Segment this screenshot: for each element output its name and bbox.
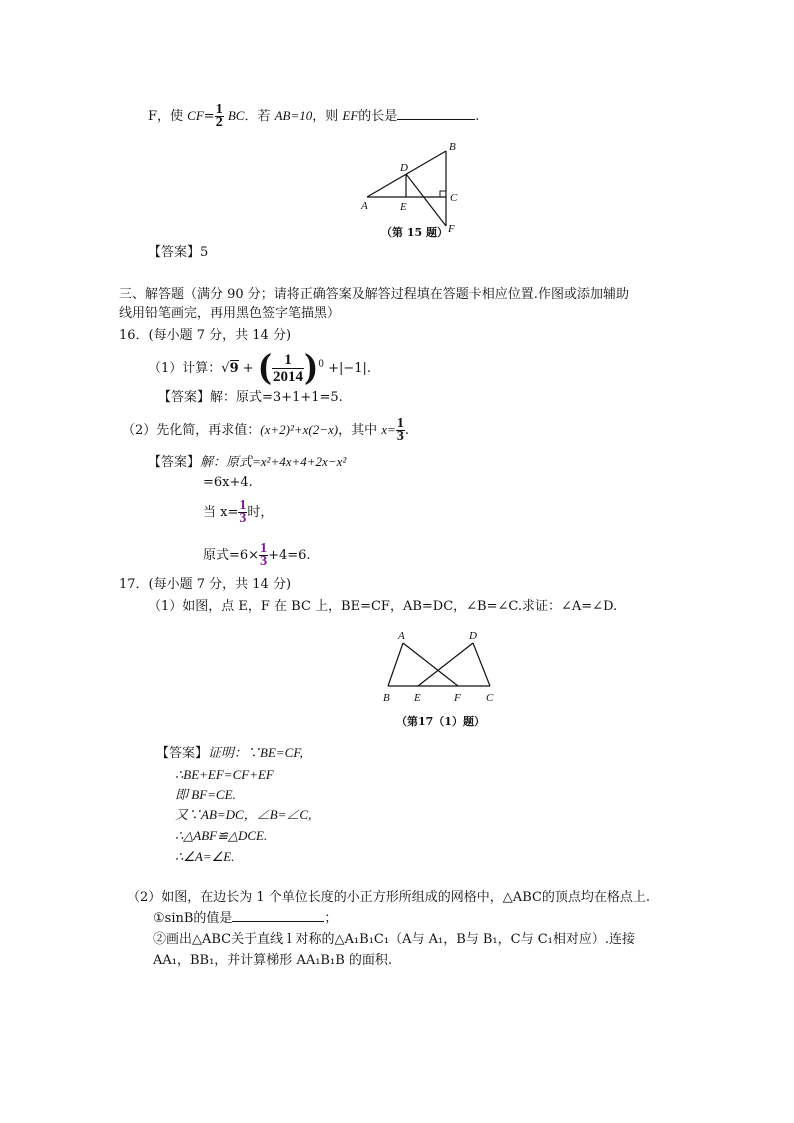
q17-label-f: F [454, 692, 461, 704]
q16-paren-close: ) [304, 347, 319, 389]
q16-p1-pre: （1）计算： [148, 361, 222, 376]
q15-frac-den: 2 [215, 115, 223, 130]
q16-p2-frac-den: 3 [396, 429, 404, 444]
q15-label-e: E [400, 201, 407, 213]
q16-p1-answer-text: 解：原式=3+1+1=5. [210, 390, 343, 405]
q16-p2-answer-fraction1 [238, 500, 247, 525]
q17-label-a: A [398, 630, 405, 642]
q16-p2-answer-frac2-num: 1 [260, 541, 268, 556]
q17-p1: （1）如图，点 E，F 在 BC 上，BE=CF，AB=DC，∠B=∠C.求证：∠A=∠D. [148, 599, 618, 614]
q16-p2-fraction [396, 418, 405, 443]
q16-frac-den: 2014 [273, 369, 304, 385]
q16-exponent: 0 [318, 359, 324, 370]
q15-figure [352, 138, 472, 238]
q16-p2-answer-text1: 解：原式=x²+4x+4+2x−x² [200, 454, 347, 469]
q17-p2-line3: ②画出△ABC关于直线 l 对称的△A₁B₁C₁（A与 A₁，B与 B₁，C与 C₁相对应）.连接 [153, 932, 636, 947]
q16-p1-answer-label: 【答案】 [158, 390, 211, 405]
q16-p2-answer-frac1-den: 3 [239, 511, 247, 526]
q17-sinb-answer-blank[interactable] [232, 921, 324, 922]
q15-label-d: D [400, 162, 408, 174]
q16-p2-pre: （2）先化简，再求值： [122, 423, 261, 438]
q16-p2-answer-l2: =6x+4. [203, 475, 253, 490]
section3-heading-line2: 线用铅笔画完，再用黑色签字笔描黑） [119, 306, 341, 321]
q16-p2-answer-l4-pre: 原式=6× [203, 548, 260, 563]
q15-cf: CF [187, 108, 204, 123]
q15-line-df [406, 174, 446, 226]
q16-p2-answer-frac2-den: 3 [260, 554, 268, 569]
q15-right-angle [440, 191, 446, 197]
q15-label-a: A [361, 200, 368, 212]
q16-p1-tail: +|−1|. [323, 361, 372, 376]
q17-heading: 17．(每小题 7 分，共 14 分) [119, 577, 292, 592]
q15-bc: BC [227, 108, 245, 123]
q17-label-b: B [383, 692, 390, 704]
q15-answer-blank[interactable] [397, 119, 475, 120]
q15-ab: AB=10 [274, 108, 313, 123]
q17-proof-line-4: ∴△ABF≌△DCE. [175, 828, 268, 843]
q17-proof-step: 证明：∵BE=CF, [208, 745, 303, 760]
q16-p2-frac-num: 1 [396, 416, 404, 431]
q17-answer-label: 【答案】 [156, 746, 209, 761]
q15-ef: EF [342, 108, 359, 123]
q16-fraction [272, 352, 304, 385]
section3-heading-line1: 三、解答题（满分 90 分；请将正确答案及解答过程填在答题卡相应位置.作图或添加辅助 [119, 287, 629, 302]
q16-p2-mid: ，其中 [338, 423, 382, 438]
q15-eq: = [203, 109, 215, 124]
q16-p2-answer-fraction2 [259, 543, 268, 568]
q17-label-e: E [414, 692, 421, 704]
q15-text-pre: F，使 [148, 109, 188, 124]
q17-p2-line1: （2）如图，在边长为 1 个单位长度的小正方形所组成的网格中，△ABC的顶点均在格点上. [127, 890, 651, 905]
q17-line-ab [388, 643, 403, 686]
q15-answer-value: 5 [200, 245, 209, 260]
q15-text-then: ，则 [312, 109, 343, 124]
q16-sqrt-val: 9 [229, 361, 239, 376]
q15-answer-label: 【答案】 [148, 245, 201, 260]
q15-line [148, 104, 479, 129]
q17-line-dc [473, 643, 490, 686]
q16-p2-expr: (x+2)²+x(2−x) [260, 422, 339, 437]
q17-label-c: C [486, 692, 494, 704]
q17-caption: （第17（1）题） [396, 715, 485, 728]
q15-answer [148, 244, 208, 262]
q17-proof-line-3: 又∵AB=DC，∠B=∠C, [175, 807, 312, 822]
q17-p2-line2 [153, 910, 337, 928]
q17-proof-line-1: ∴BE+EF=CF+EF [175, 767, 274, 782]
q17-p2-l2-pre: ①sinB的值是 [153, 911, 233, 926]
q16-p2-answer-frac1-num: 1 [239, 498, 247, 513]
q16-p2-answer-l3-post: 时， [247, 505, 274, 520]
q15-fraction [215, 104, 224, 129]
q17-proof-line-2: 即 BF=CE. [175, 787, 236, 802]
q17-figure [378, 626, 500, 708]
q16-p2-x: x= [381, 422, 396, 437]
q15-text-tail: 的长是 [358, 109, 398, 124]
q15-label-f: F [448, 223, 455, 235]
q17-p2-l2-post: ； [324, 911, 338, 926]
q16-p2-answer-l1 [148, 453, 346, 472]
q15-text-mid: ．若 [244, 109, 275, 124]
q16-heading: 16．(每小题 7 分，共 14 分) [119, 328, 292, 343]
q16-frac-num: 1 [284, 352, 292, 368]
q16-p2-answer-l3-pre: 当 x= [203, 505, 239, 520]
q16-p2-end: . [404, 423, 409, 438]
q15-label-c: C [450, 192, 458, 204]
q17-line-af [403, 643, 458, 686]
q15-caption: （第 15 题） [381, 226, 448, 239]
q16-paren-open: ( [257, 347, 273, 389]
q16-p2-answer-label: 【答案】 [148, 455, 201, 470]
q15-end: . [475, 109, 480, 124]
q16-p2 [122, 418, 409, 443]
q17-proof-line-0 [156, 744, 303, 763]
q16-p2-answer-l4-post: +4=6. [268, 548, 311, 563]
q17-line-de [418, 643, 473, 686]
q15-label-b: B [449, 141, 456, 153]
q16-p2-answer-l3 [203, 500, 273, 525]
q16-plus: + [242, 361, 254, 376]
q17-proof-line-5: ∴∠A=∠E. [175, 849, 235, 864]
q16-p1-answer [158, 389, 343, 407]
q16-p2-answer-l4 [203, 543, 311, 568]
q16-sqrt-icon: √ [221, 361, 230, 376]
q17-p2-line4: AA₁，BB₁，并计算梯形 AA₁B₁B 的面积. [153, 953, 393, 968]
q17-label-d: D [469, 630, 477, 642]
q15-frac-num: 1 [215, 102, 223, 117]
q16-p1 [148, 347, 372, 389]
